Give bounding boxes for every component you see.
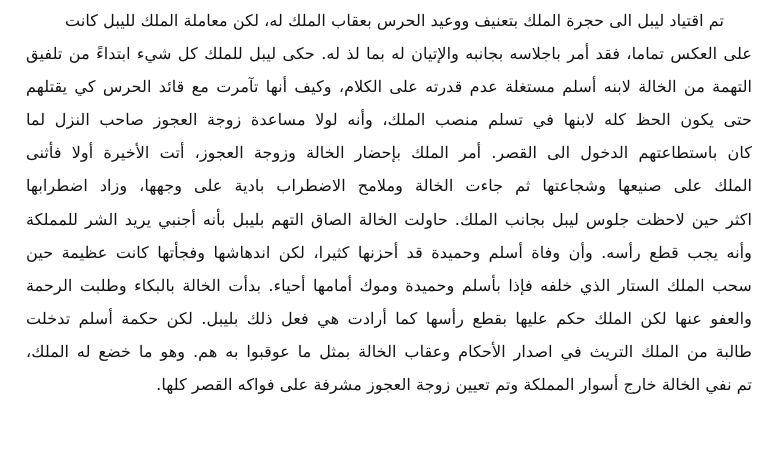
paragraph-line-8: وأنه يجب قطع رأسه. وأن وفاة أسلم وحميدة قد أحزنها كثيرا، لكن اندهاشها وفجأتها كانت عظيمة حين	[26, 242, 752, 262]
paragraph-line-11: طالبة من الملك التريث في اصدار الأحكام وعقاب الخالة بمثل ما عوقبوا به هم. وهو ما خضع له الملك،	[26, 341, 752, 361]
paragraph-line-9: سحب الملك الستار الذي خلفه فإذا بأسلم وحميدة وموك أمامها أحياء. بدأت الخالة بالبكاء وطلبت الرحمة	[26, 275, 752, 295]
story-paragraph	[26, 4, 752, 401]
paragraph-line-1: تم اقتياد ليبل الى حجرة الملك بتعنيف ووعيد الحرس بعقاب الملك له، لكن معاملة الملك لليبل كانت	[64, 11, 724, 30]
paragraph-line-12: تم نفي الخالة خارج أسوار المملكة وتم تعيين زوجة العجوز مشرفة على فواكه القصر كلها.	[156, 375, 752, 395]
paragraph-line-10: والعفو عنها لكن الملك حكم عليها بقطع رأسها كما أرادت هي فعل ذلك بليبل. لكن حكمة أسلم تدخلت	[26, 308, 752, 328]
paragraph-line-3: التهمة من الخالة لابنه أسلم مستغلة عدم قدرته على الكلام، وكيف أنها تآمرت مع قائد الحرس كي يقتلهم	[26, 77, 752, 97]
paragraph-line-2: على العكس تماما، فقد أمر باجلاسه بجانبه والإتيان له بما لذ له. حكى ليبل للملك كل شيء ابتداءً من تلفيق	[26, 44, 752, 64]
paragraph-line-6: الملك على صنيعها وشجاعتها ثم جاءت الخالة وملامح الاضطراب بادية على وجهها، وزاد اضطرابها	[26, 176, 752, 196]
paragraph-line-4: حتى يكون الحظ كله لابنها في تسلم منصب الملك، وأنه لولا مساعدة زوجة العجوز صاحب النزل لما	[26, 110, 752, 130]
paragraph-line-7: اكثر حين لاحظت جلوس ليبل بجانب الملك. حاولت الخالة الصاق التهم بليبل بأنه أجنبي يريد الشر للمملكة	[26, 209, 752, 229]
paragraph-line-5: كان باستطاعتهم الدخول الى القصر. أمر الملك بإحضار الخالة وزوجة العجوز، أتت الأخيرة أولا فأثنى	[26, 143, 752, 163]
